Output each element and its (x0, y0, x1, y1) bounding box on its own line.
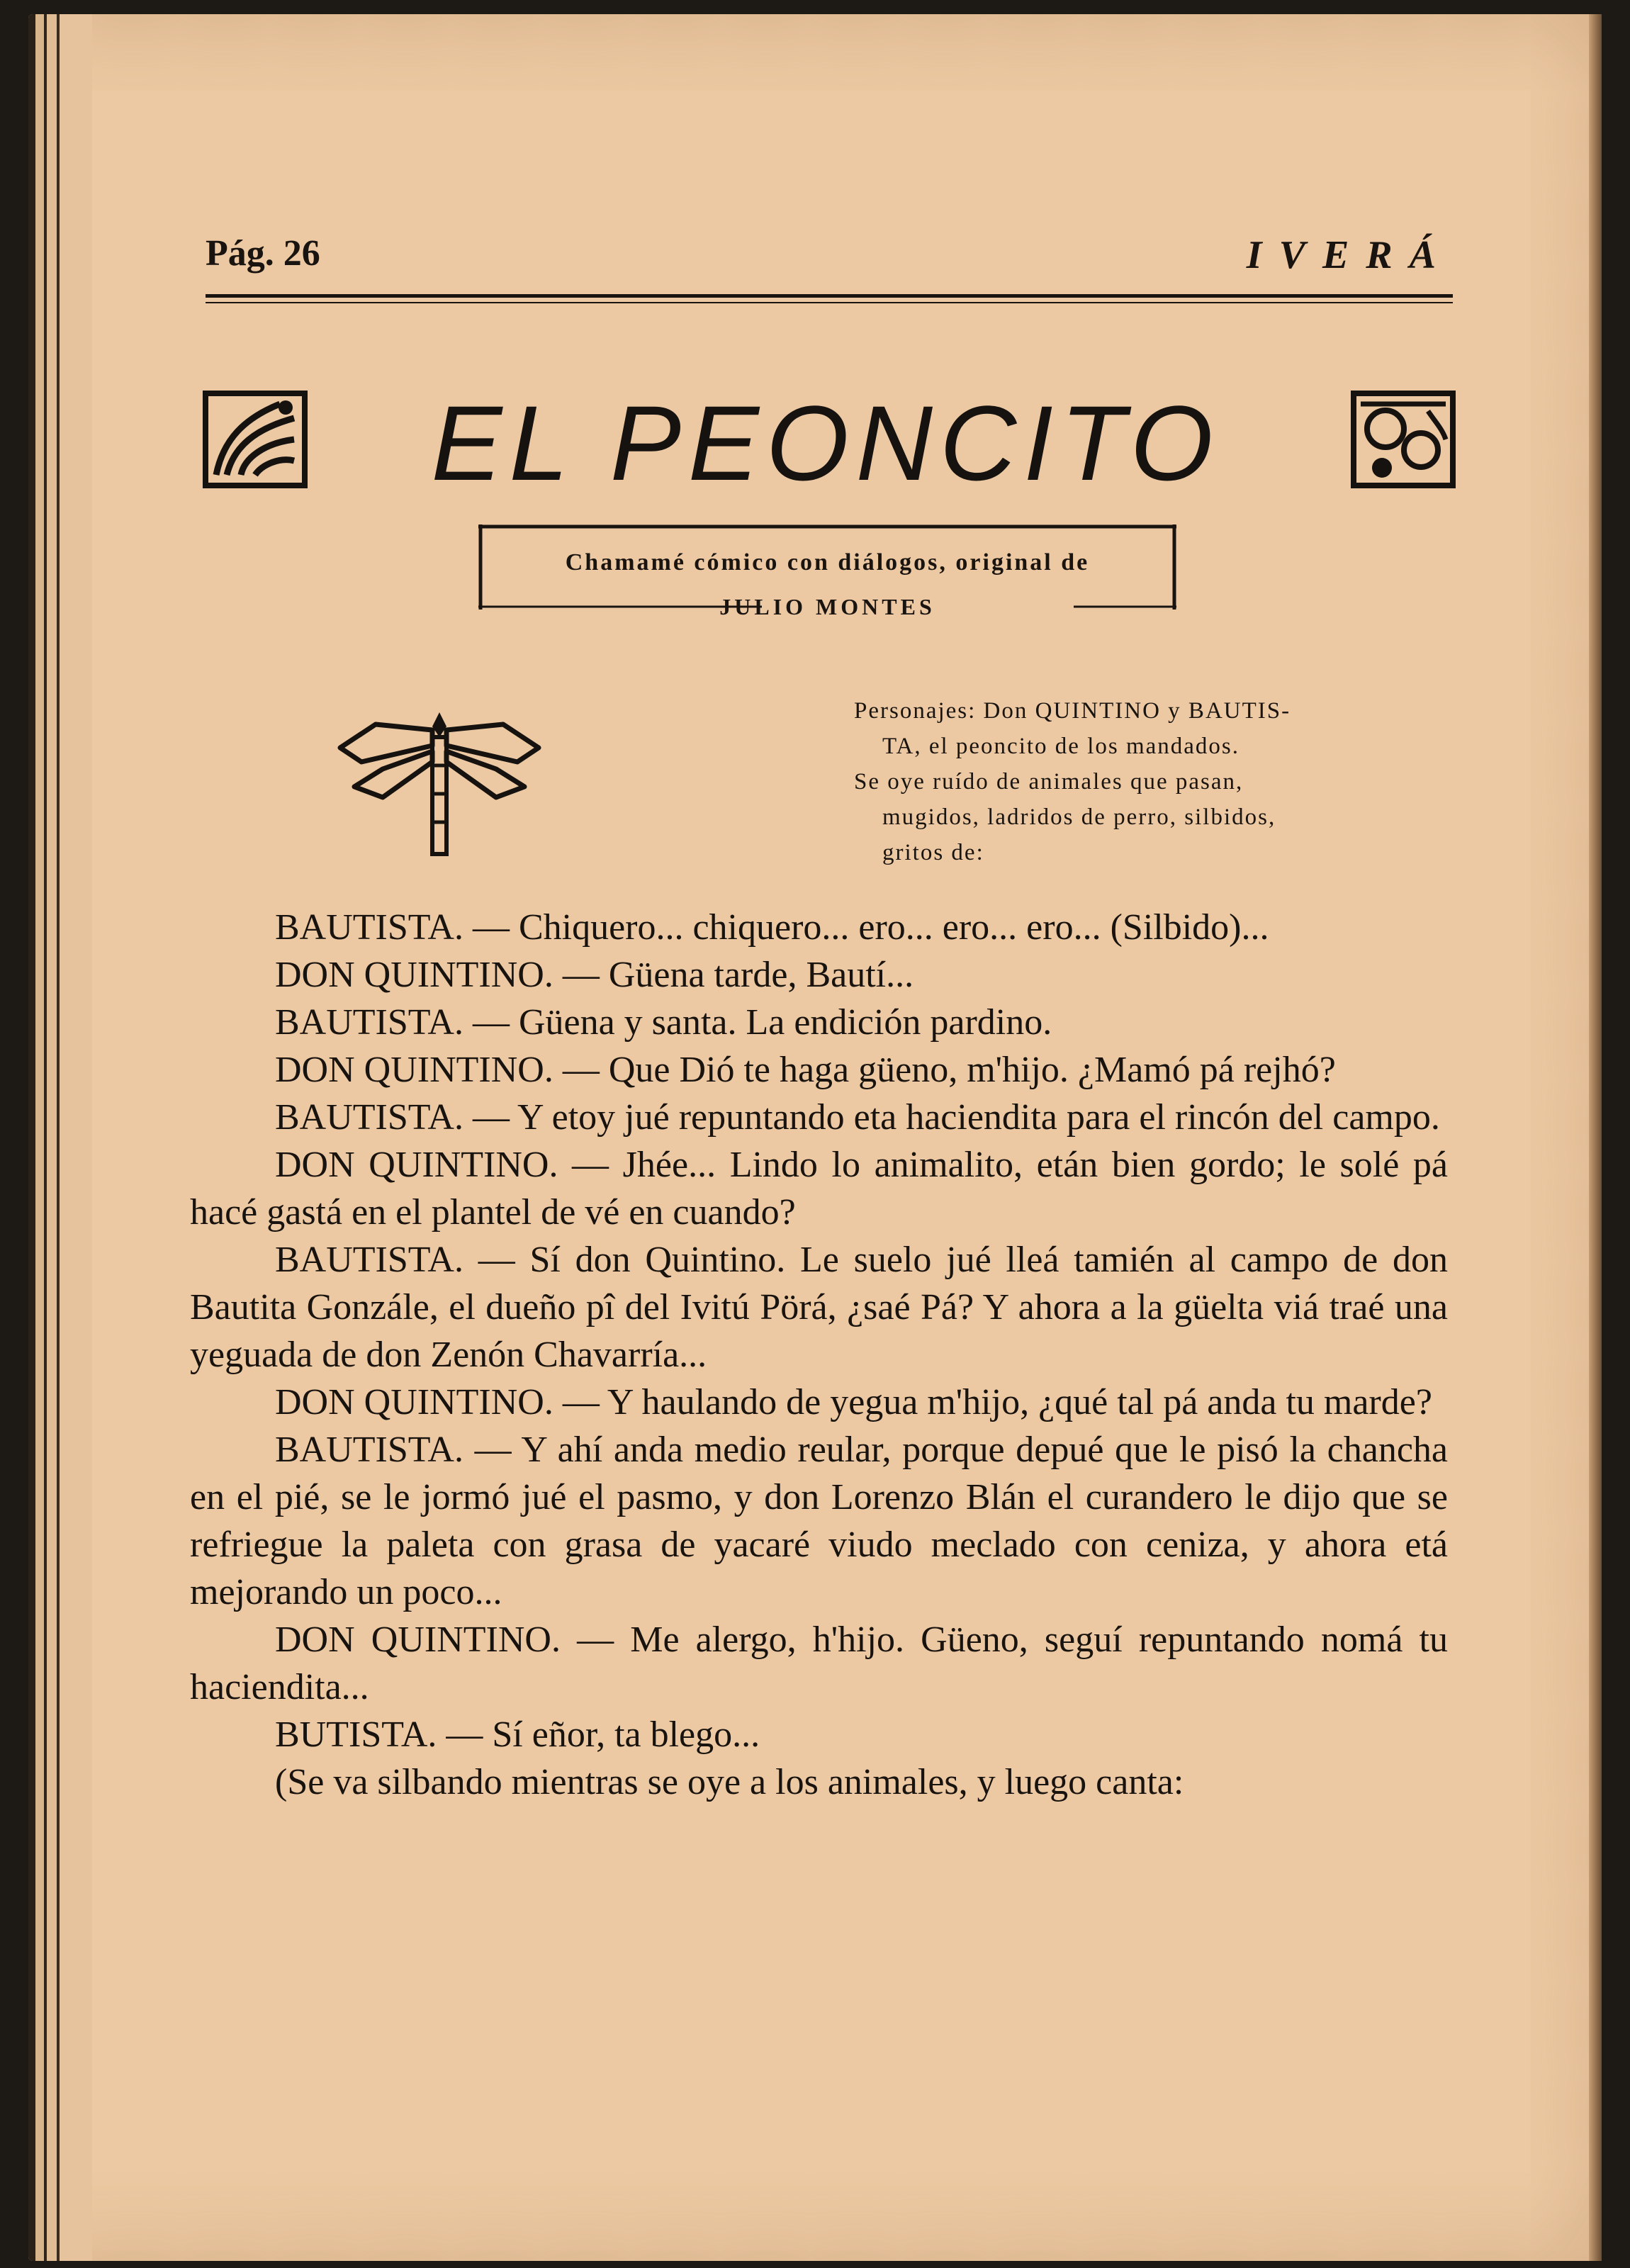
cast-line: Se oye ruído de animales que pasan, (854, 769, 1244, 795)
dragonfly-icon (333, 709, 546, 858)
magazine-page (28, 14, 1602, 2261)
page-edge-right (1589, 14, 1602, 2261)
dialog-line: DON QUINTINO. — Que Dió te haga güeno, m'hijo. ¿Mamó pá rejhó? (275, 1050, 1336, 1090)
dialog-body (190, 904, 1448, 1806)
dialog-line: DON QUINTINO. — Me alergo, h'hijo. Güeno, seguí repuntando nomá tu haciendita... (190, 1619, 1448, 1707)
cast-line: mugidos, ladridos de perro, silbidos, (882, 804, 1276, 830)
cast-description (854, 693, 1449, 870)
cast-line: TA, el peoncito de los mandados. (882, 734, 1240, 759)
dialog-line: BAUTISTA. — Sí don Quintino. Le suelo jué lleá tamién al campo de don Bautita Gonzále, el dueño pî del Ivitú Pörá, ¿saé Pá? Y ahora a la güelta viá traé una yeguada de don Zenón Chavarría... (190, 1240, 1448, 1375)
dialog-line: BAUTISTA. — Güena y santa. La endición pardino. (275, 1002, 1052, 1043)
author-name: JULIO MONTES (719, 594, 935, 619)
subtitle-box (478, 524, 1176, 619)
dialog-line: BUTISTA. — Sí eñor, ta blego... (275, 1714, 760, 1755)
stage-direction: (Se va silbando mientras se oye a los animales, y luego canta: (275, 1762, 1184, 1802)
header-rule-thin (206, 302, 1453, 303)
dialog-line: BAUTISTA. — Y etoy jué repuntando eta haciendita para el rincón del campo. (275, 1097, 1440, 1138)
ornament-left-icon (202, 390, 308, 489)
running-header (177, 227, 1453, 284)
dialog-line: DON QUINTINO. — Güena tarde, Bautí... (275, 955, 914, 995)
dialog-line: DON QUINTINO. — Y haulando de yegua m'hijo, ¿qué tal pá anda tu marde? (275, 1382, 1432, 1422)
magazine-name: IVERÁ (1246, 233, 1453, 277)
cast-line: Personajes: Don QUINTINO y BAUTIS- (854, 698, 1291, 724)
dialog-line: DON QUINTINO. — Jhée... Lindo lo animalito, etán bien gordo; le solé pá hacé gastá en el plantel de vé en cuando? (190, 1145, 1448, 1233)
article-title: EL PEONCITO (431, 383, 1220, 503)
header-rule-thick (206, 294, 1453, 298)
page-edge-left (28, 14, 92, 2261)
ornament-right-icon (1350, 390, 1456, 489)
title-block (202, 383, 1456, 503)
cast-line: gritos de: (882, 840, 984, 865)
dialog-line: BAUTISTA. — Chiquero... chiquero... ero... ero... ero... (Silbido)... (275, 907, 1269, 948)
dialog-line: BAUTISTA. — Y ahí anda medio reular, porque depué que le pisó la chancha en el pié, se le jormó jué el pasmo, y don Lorenzo Blán el curandero le dijo que se refriegue la paleta con grasa de yacaré viudo meclado con ceniza, y ahora etá mejorando un poco... (190, 1430, 1448, 1612)
subtitle-line: Chamamé cómico con diálogos, original de (565, 549, 1090, 576)
page-number: Pág. 26 (206, 233, 320, 274)
